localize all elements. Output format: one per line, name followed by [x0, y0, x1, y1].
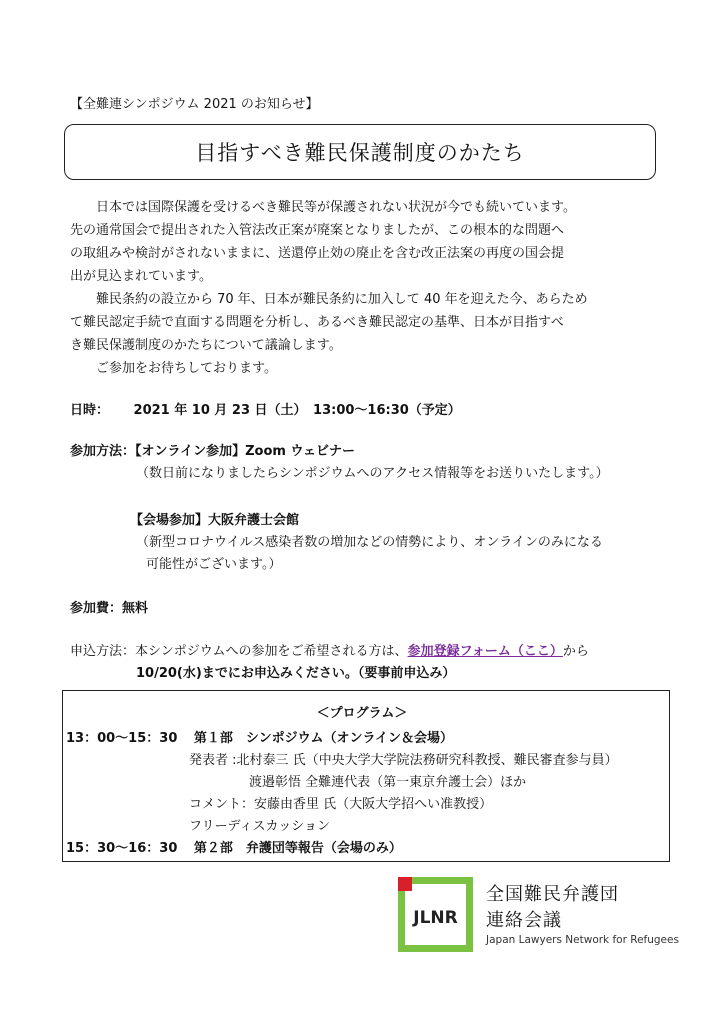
part1-row: [66, 727, 453, 746]
online-note: （数日前になりましたらシンポジウムへのアクセス情報等をお送りいたします。）: [136, 466, 609, 481]
intro-line: 先の通常国会で提出された入管法改正案が廃案となりましたが、この根本的な問題へ: [70, 223, 565, 238]
fee-row: [70, 597, 148, 616]
venue-title: 【会場参加】大阪弁護士会館: [130, 513, 300, 528]
online-title: 【オンライン参加】Zoom ウェビナー: [135, 444, 355, 459]
comment-line: コメント：安藤由香里 氏（大阪大学招へい准教授）: [189, 797, 493, 812]
speakers-line-2: 渡邉彰悟 全難連代表（第一東京弁護士会）ほか: [249, 775, 527, 790]
logo-mark: JLNR: [413, 908, 458, 928]
apply-label: 申込方法：: [70, 644, 136, 659]
part2-title: 第２部 弁護団等報告（会場のみ）: [193, 841, 402, 856]
part1-time: 13：00～15：30: [66, 731, 178, 746]
notice-heading: 【全難連シンポジウム 2021 のお知らせ】: [70, 97, 319, 112]
venue-note-1: （新型コロナウイルス感染者数の増加などの情勢により、オンラインのみになる: [136, 535, 603, 550]
intro-line: 難民条約の設立から 70 年、日本が難民条約に加入して 40 年を迎えた今、あらため: [96, 292, 588, 307]
page-title: 目指すべき難民保護制度のかたち: [195, 141, 525, 165]
logo-english: Japan Lawyers Network for Refugees: [486, 934, 679, 946]
apply-text-after: から: [562, 644, 589, 659]
logo-name-1: 全国難民弁護団: [486, 884, 619, 905]
part1-title: 第１部 シンポジウム（オンライン＆会場）: [193, 731, 454, 746]
date-label: 日時：: [70, 403, 110, 418]
required-note: （要事前申込み）: [357, 666, 456, 681]
intro-line: 日本では国際保護を受けるべき難民等が保護されない状況が今でも続いています。: [96, 200, 576, 215]
registration-form-link[interactable]: 参加登録フォーム（ここ）: [407, 644, 563, 659]
program-heading: ＜プログラム＞: [316, 706, 408, 721]
venue-note-2: 可能性がございます。）: [146, 557, 282, 572]
free-discussion: フリーディスカッション: [189, 819, 331, 834]
deadline: 10/20(水)まで: [136, 666, 228, 681]
intro-line: の取組みや検討がされないままに、送還停止効の廃止を含む改正法案の再度の国会提: [70, 246, 565, 261]
apply-deadline-row: [136, 662, 455, 681]
logo-name-2: 連絡会議: [486, 910, 562, 931]
fee-label: 参加費：: [70, 601, 123, 616]
intro-line: き難民保護制度のかたちについて議論します。: [70, 338, 342, 353]
intro-line: 出が見込まれています。: [70, 269, 212, 284]
fee-value: 無料: [122, 601, 149, 616]
date-row: [70, 399, 461, 418]
apply-row: [70, 640, 589, 659]
date-value: 2021 年 10 月 23 日（土） 13:00～16:30（予定）: [133, 403, 461, 418]
logo-red-corner: [398, 877, 412, 891]
apply-text: 本シンポジウムへの参加をご希望される方は、: [135, 644, 408, 659]
method-label: 参加方法：: [70, 444, 136, 459]
part2-time: 15：30～16：30: [66, 841, 178, 856]
jlnr-logo-icon: [398, 877, 473, 952]
intro-line: て難民認定手続で直面する問題を分析し、あるべき難民認定の基準、日本が目指すべ: [70, 315, 564, 330]
speakers-line-1: 発表者 :北村泰三 氏（中央大学大学院法務研究科教授、難民審査参与員）: [189, 753, 618, 768]
intro-paragraph: [70, 196, 660, 380]
method-row: [70, 440, 355, 459]
part2-row: [66, 837, 402, 856]
intro-line: ご参加をお待ちしております。: [96, 361, 277, 376]
deadline-rest: にお申込みください。: [227, 666, 358, 681]
title-box: [64, 124, 656, 180]
